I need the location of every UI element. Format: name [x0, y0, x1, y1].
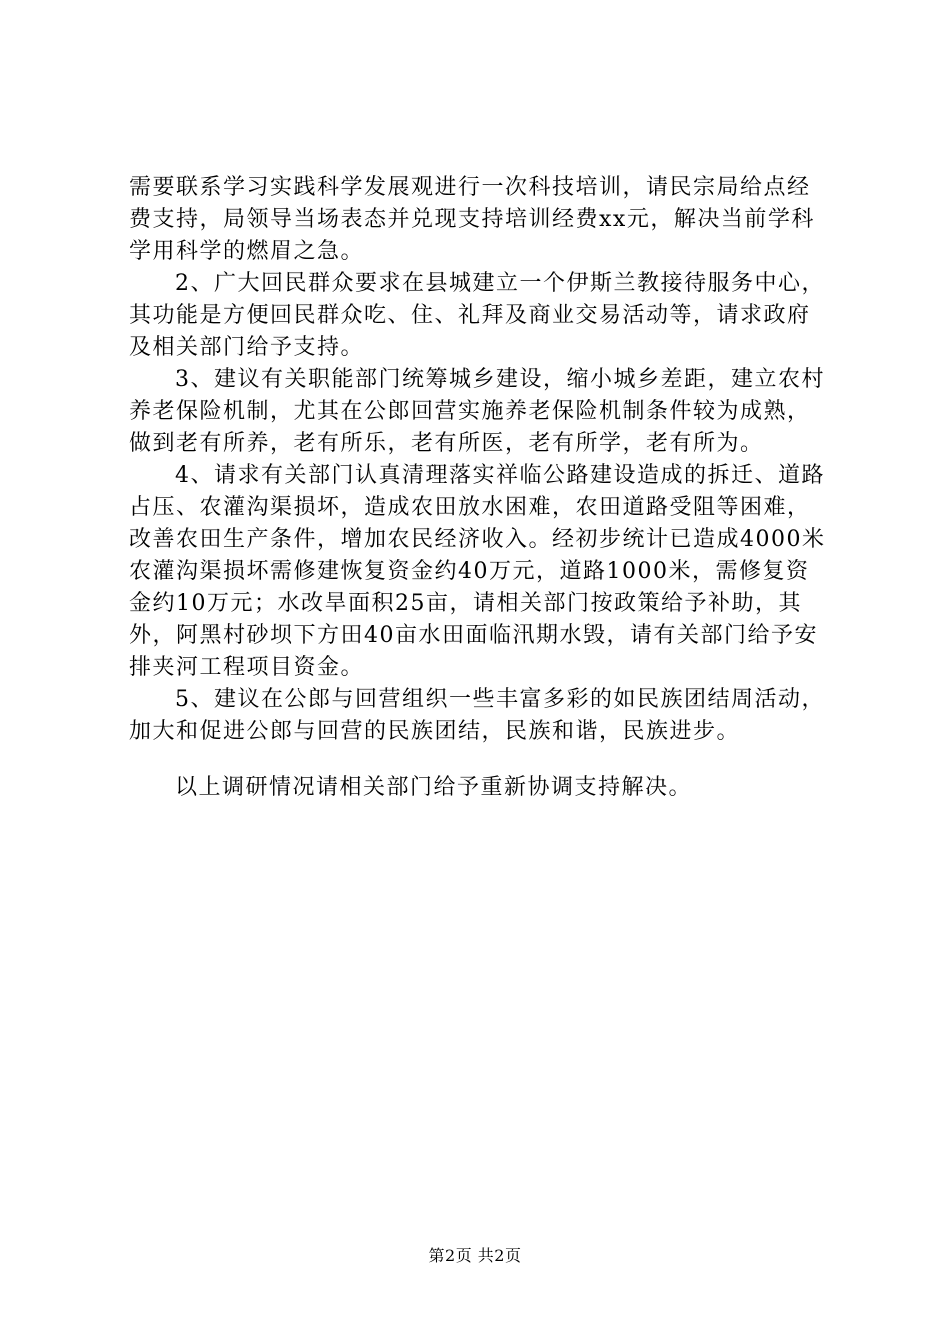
page-number-footer: 第2页 共2页 [428, 1246, 522, 1265]
paragraph-item-4: 4、请求有关部门认真清理落实祥临公路建设造成的拆迁、道路占压、农灌沟渠损坏，造成农田放水困难，农田道路受阻等困难，改善农田生产条件，增加农民经济收入。经初步统计已造成4000米农灌沟渠损坏需修建恢复资金约40万元，道路1000米，需修复资金约10万元；水改旱面积25亩，请相关部门按政策给予补助，其外，阿黑村砂坝下方田40亩水田面临汛期水毁，请有关部门给予安排夹河工程项目资金。 [129, 463, 826, 680]
paragraph-continuation: 需要联系学习实践科学发展观进行一次科技培训，请民宗局给点经费支持，局领导当场表态并兑现支持培训经费xx元，解决当前学科学用科学的燃眉之急。 [129, 175, 815, 264]
document-body [129, 172, 829, 804]
paragraph-item-5: 5、建议在公郎与回营组织一些丰富多彩的如民族团结周活动，加大和促进公郎与回营的民族团结，民族和谐，民族进步。 [129, 687, 825, 744]
closing-paragraph: 以上调研情况请相关部门给予重新协调支持解决。 [175, 775, 693, 800]
paragraph-item-2: 2、广大回民群众要求在县城建立一个伊斯兰教接待服务中心，其功能是方便回民群众吃、住、礼拜及商业交易活动等，请求政府及相关部门给予支持。 [129, 271, 825, 360]
paragraph-item-3: 3、建议有关职能部门统筹城乡建设，缩小城乡差距，建立农村养老保险机制，尤其在公郎回营实施养老保险机制条件较为成熟，做到老有所养，老有所乐，老有所医，老有所学，老有所为。 [129, 367, 825, 456]
